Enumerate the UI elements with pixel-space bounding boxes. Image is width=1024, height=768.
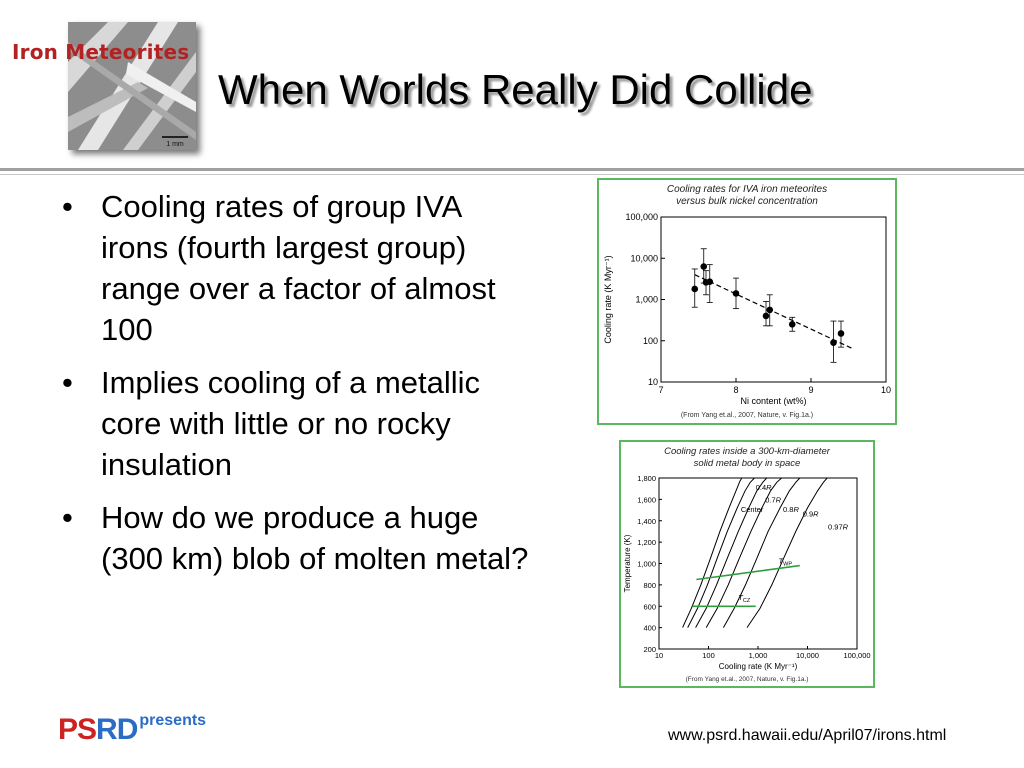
- psrd-logo-rd: RD: [96, 713, 138, 746]
- chart-caption: (From Yang et.al., 2007, Nature, v. Fig.1a.): [685, 676, 809, 683]
- bullet-item: [56, 497, 536, 579]
- y-tick-label: 1,400: [637, 516, 656, 526]
- y-tick-label: 200: [643, 645, 656, 654]
- x-tick-label: 100,000: [843, 651, 871, 660]
- chart-title: Cooling rates for IVA iron meteorites: [666, 184, 828, 195]
- y-tick-label: 1,000: [637, 559, 656, 569]
- y-tick-label: 600: [643, 602, 656, 612]
- bullet-dot: •: [62, 365, 73, 400]
- y-tick-label: 400: [643, 623, 656, 633]
- cooling-curve: [688, 478, 755, 628]
- y-axis-label: Cooling rate (K Myr⁻¹): [603, 255, 613, 344]
- cooling-curve: [696, 478, 767, 628]
- data-point: [700, 263, 707, 270]
- x-axis-label: Cooling rate (K Myr⁻¹): [718, 662, 798, 671]
- data-point: [691, 286, 698, 293]
- psrd-logo-ps: PS: [58, 713, 97, 746]
- y-tick-label: 1,000: [635, 294, 658, 305]
- y-tick-label: 1,800: [637, 474, 656, 483]
- bullet-text: Cooling rates of group IVA irons (fourth largest group) range over a factor of almost 100: [101, 189, 496, 347]
- curve-label-r: R: [793, 505, 799, 515]
- data-point: [733, 290, 740, 297]
- x-tick-label: 10: [654, 651, 664, 660]
- curve-label: Center: [740, 505, 764, 515]
- x-tick-label: 8: [733, 385, 739, 395]
- curve-label: 0.4R: [755, 482, 772, 492]
- bullet-item: [56, 186, 536, 350]
- source-url: www.psrd.hawaii.edu/April07/irons.html: [668, 727, 947, 744]
- data-point: [830, 339, 837, 346]
- y-tick-label: 1,200: [637, 538, 656, 548]
- data-point: [706, 278, 713, 285]
- title-divider-thin: [0, 174, 1024, 175]
- trend-line: [695, 275, 853, 349]
- psrd-logo-presents: presents: [139, 712, 207, 729]
- chart-title: solid metal body in space: [693, 458, 801, 469]
- curve-label: 0.9R: [802, 509, 819, 519]
- curve-label: 0.8R: [783, 505, 799, 515]
- chart-caption: (From Yang et.al., 2007, Nature, v. Fig.1a.): [680, 412, 814, 419]
- bullet-text: Implies cooling of a metallic core with little or no rocky insulation: [101, 365, 481, 482]
- curve-label: 0.97R: [828, 522, 849, 532]
- bullet-item: [56, 362, 536, 485]
- psrd-logo: [58, 712, 206, 747]
- curve-label-r: R: [775, 495, 782, 505]
- logo-text: Iron Meteorites: [12, 40, 190, 64]
- cooling-curve: [683, 478, 742, 628]
- curve-label-r: R: [766, 482, 772, 492]
- chart-title: versus bulk nickel concentration: [676, 196, 818, 207]
- ni-cooling-chart: [599, 180, 895, 423]
- bullet-dot: •: [62, 189, 73, 224]
- curve-label-r: R: [842, 522, 849, 532]
- closure-label: $T_{CZ}$: [738, 592, 751, 604]
- bullet-list: [56, 186, 536, 591]
- closure-label-subscript: CZ: [742, 597, 751, 604]
- temperature-cooling-chart: [621, 442, 873, 686]
- y-axis-label: Temperature (K): [623, 534, 632, 593]
- y-tick-label: 1,600: [637, 495, 656, 505]
- ni-cooling-chart-frame: [597, 178, 897, 425]
- data-point: [838, 330, 845, 337]
- y-tick-label: 10,000: [630, 253, 658, 264]
- thumb-scale-label: 1 mm: [166, 141, 184, 148]
- temperature-cooling-chart-frame: [619, 440, 875, 688]
- closure-label-subscript: WP: [783, 561, 793, 568]
- data-point: [763, 313, 770, 320]
- curve-label: 0.7R: [765, 495, 782, 505]
- x-tick-label: 1,000: [748, 651, 768, 660]
- bullet-text: How do we produce a huge (300 km) blob of molten metal?: [101, 500, 529, 576]
- x-tick-label: 9: [808, 385, 814, 395]
- y-tick-label: 100,000: [625, 212, 658, 222]
- y-tick-label: 800: [643, 580, 656, 590]
- plot-frame: [659, 478, 857, 649]
- closure-label: $T_{WP}$: [778, 556, 793, 568]
- title-divider: [0, 168, 1024, 171]
- bullet-dot: •: [62, 500, 73, 535]
- chart-title: Cooling rates inside a 300-km-diameter: [664, 446, 830, 457]
- x-tick-label: 10,000: [796, 651, 819, 660]
- data-point: [789, 321, 796, 328]
- page-title: When Worlds Really Did Collide: [218, 66, 813, 113]
- data-point: [766, 307, 773, 314]
- y-tick-label: 100: [642, 335, 658, 346]
- curve-label-r: R: [813, 509, 819, 519]
- y-tick-label: 10: [647, 377, 658, 387]
- x-tick-label: 10: [880, 385, 892, 395]
- x-tick-label: 100: [702, 651, 715, 660]
- x-tick-label: 7: [658, 385, 664, 395]
- x-axis-label: Ni content (wt%): [740, 396, 807, 406]
